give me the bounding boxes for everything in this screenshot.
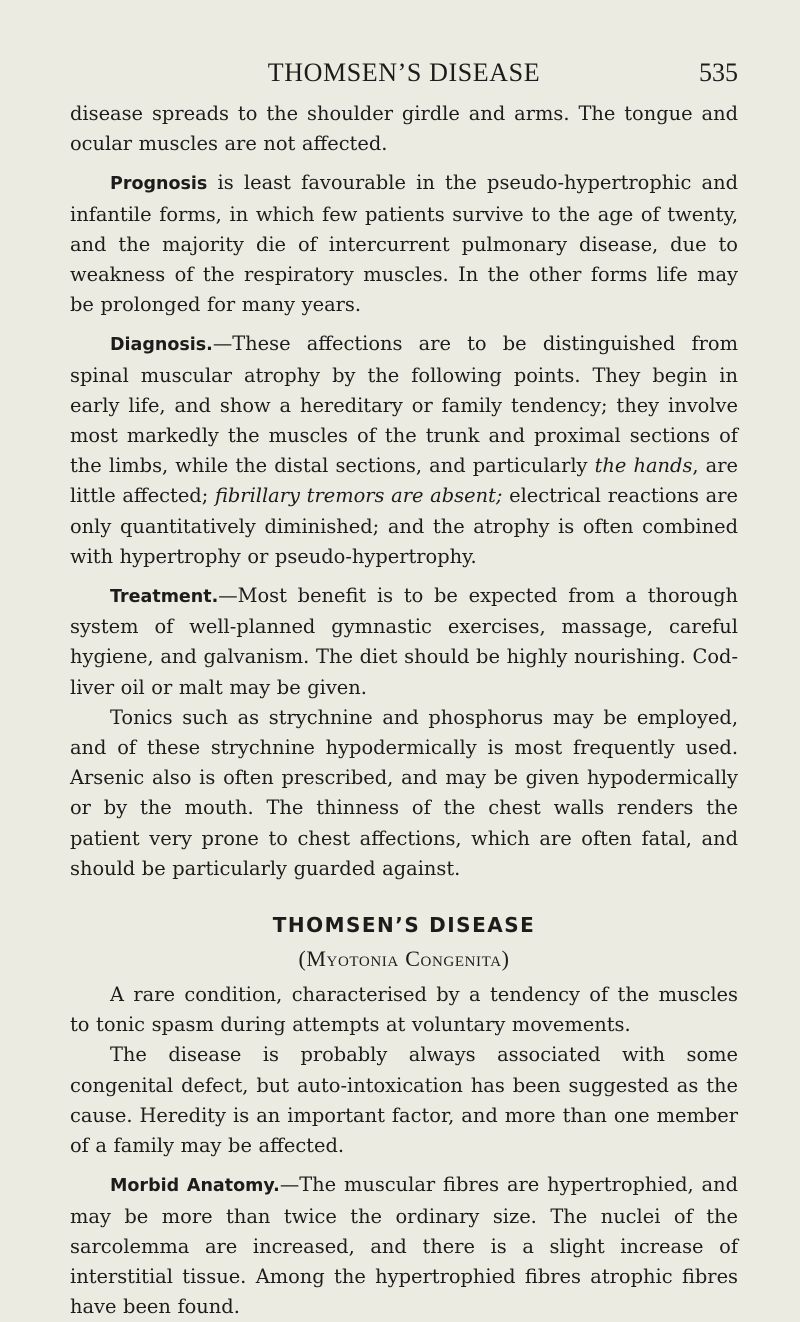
paragraph-prognosis [70,168,738,320]
diagnosis-text-c: electrical reactions are only quantitatively diminished; and the atrophy is often combined with hypertrophy or pseudo-hypertrophy. [70,484,738,568]
paragraph-etiology: The disease is probably always associated with some congenital defect, but auto-intoxication has been suggested as the cause. Heredity is an important factor, and more than one member of a family may be affected. [70,1043,738,1158]
treatment-text: —Most benefit is to be expected from a thorough system of well-planned gymnastic exercises, massage, careful hygiene, and galvanism. The diet should be highly nourishing. Cod-liver oil or malt may be given. [70,584,738,699]
paragraph-diagnosis [70,329,738,572]
running-title: THOMSEN’S DISEASE [267,58,541,87]
page-body [70,99,738,1322]
paragraph-continuation: disease spreads to the shoulder girdle and arms. The tongue and ocular muscles are not affected. [70,102,738,156]
prognosis-text: is least favourable in the pseudo-hypertrophic and infantile forms, in which few patients survive to the age of twenty, and the majority die of intercurrent pulmonary disease, due to weakness of the respiratory muscles. In the other forms life may be prolonged for many years. [70,171,738,317]
diagnosis-heading: Diagnosis. [110,335,213,356]
diagnosis-text-a: —These affections are to be distinguished from spinal muscular atrophy by the following points. They begin in early life, and show a hereditary or family tendency; they involve most markedly the muscles of the trunk and proximal sections of the limbs, while the distal sections, and particularly [70,332,738,478]
paragraph-definition: A rare condition, characterised by a tendency of the muscles to tonic spasm during attempts at voluntary movements. [70,983,738,1037]
diagnosis-text-b: , are little affected; [70,454,738,508]
section-subtitle: (Myotonia Congenita) [298,946,510,972]
morbid-anatomy-text: —The muscular fibres are hypertrophied, and may be more than twice the ordinary size. The nuclei of the sarcolemma are increased, and there is a slight increase of interstitial tissue. Among the hypertrophied fibres atrophic fibres have been found. [70,1173,738,1319]
paragraph-tonics: Tonics such as strychnine and phosphorus may be employed, and of these strychnine hypodermically is most frequently used. Arsenic also is often prescribed, and may be given hypodermically or by the mouth. The thinness of the chest walls renders the patient very prone to chest affections, which are often fatal, and should be particularly guarded against. [70,705,738,880]
paragraph-morbid-anatomy [70,1170,738,1322]
page-number: 535 [699,58,738,87]
diagnosis-italic-hands: the hands [594,454,693,478]
morbid-anatomy-heading: Morbid Anatomy. [110,1176,280,1197]
treatment-heading: Treatment. [110,587,219,608]
section-title: THOMSEN’S DISEASE [272,913,536,938]
prognosis-heading: Prognosis [110,174,208,195]
paragraph-treatment [70,581,738,703]
running-head [70,58,738,92]
diagnosis-italic-tremors: fibrillary tremors are absent; [214,484,503,508]
